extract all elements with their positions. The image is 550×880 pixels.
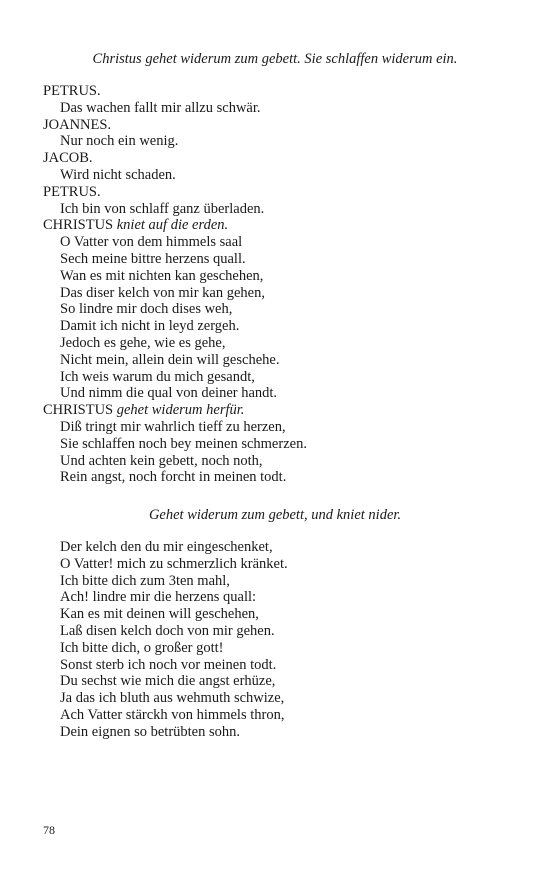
stage-direction-inline: gehet widerum herfür. (116, 402, 245, 419)
verse-line: Und nimm die qual von deiner handt. (60, 385, 278, 402)
speaker-name (43, 217, 228, 233)
verse-line: Wird nicht schaden. (60, 167, 176, 183)
stage-direction-middle: Gehet widerum zum gebett, und kniet nider. (148, 507, 402, 523)
verse-line: Sie schlaffen noch bey meinen schmerzen. (60, 435, 307, 452)
stage-direction-top: Christus gehet widerum zum gebett. Sie schlaffen widerum ein. (92, 51, 458, 67)
verse-line: Ich weis warum du mich gesandt, (60, 368, 255, 385)
verse-line: O Vatter von dem himmels saal (60, 234, 243, 251)
verse-line: Dein eignen so betrübten sohn. (60, 723, 241, 740)
verse-line: Und achten kein gebett, noch noth, (60, 452, 263, 469)
verse-line: Ich bitte dich zum 3ten mahl, (60, 572, 230, 589)
verse-line: Damit ich nicht in leyd zergeh. (60, 318, 240, 335)
verse-line: Ach! lindre mir die herzens quall: (60, 589, 257, 606)
verse-line: Sonst sterb ich noch vor meinen todt. (60, 656, 277, 673)
speaker-label: CHRISTUS (43, 217, 114, 234)
verse-line: Wan es mit nichten kan geschehen, (60, 267, 264, 284)
verse-line: Das wachen fallt mir allzu schwär. (60, 99, 261, 116)
verse-line: Nicht mein, allein dein will geschehe. (60, 351, 280, 368)
stage-direction-inline: kniet auf die erden. (116, 217, 229, 234)
verse-line: Sech meine bittre herzens quall. (60, 251, 246, 267)
speaker-label: JOANNES. (43, 116, 112, 133)
speaker-name (43, 117, 111, 133)
verse-line: Laß disen kelch doch von mir gehen. (60, 623, 275, 639)
speaker-label: PETRUS. (43, 83, 101, 99)
speaker-name (43, 150, 93, 166)
speaker-name (43, 402, 244, 418)
verse-line: Ach Vatter stärckh von himmels thron, (60, 707, 285, 723)
page-number: 78 (43, 823, 55, 837)
verse-line: Kan es mit deinen will geschehen, (60, 606, 259, 623)
verse-line: Nur noch ein wenig. (60, 133, 179, 150)
verse-line: Das diser kelch von mir kan gehen, (60, 284, 265, 301)
speaker-name (43, 83, 101, 99)
verse-line: Der kelch den du mir eingeschenket, (60, 539, 273, 555)
verse-line: Ich bitte dich, o großer gott! (60, 639, 224, 656)
verse-line: O Vatter! mich zu schmerzlich kränket. (60, 555, 288, 572)
verse-line: Diß tringt mir wahrlich tieff zu herzen, (60, 419, 286, 435)
speaker-label: JACOB. (43, 150, 93, 167)
verse-line: Ich bin von schlaff ganz überladen. (60, 200, 265, 217)
verse-line: Ja das ich bluth aus wehmuth schwize, (60, 690, 285, 707)
speaker-label: CHRISTUS (43, 402, 114, 419)
verse-line: Jedoch es gehe, wie es gehe, (60, 335, 226, 351)
verse-line: So lindre mir doch dises weh, (60, 301, 233, 318)
verse-line: Rein angst, noch forcht in meinen todt. (60, 469, 287, 486)
speaker-label: PETRUS. (43, 183, 101, 200)
verse-line: Du sechst wie mich die angst erhüze, (60, 673, 276, 690)
speaker-name (43, 184, 101, 200)
